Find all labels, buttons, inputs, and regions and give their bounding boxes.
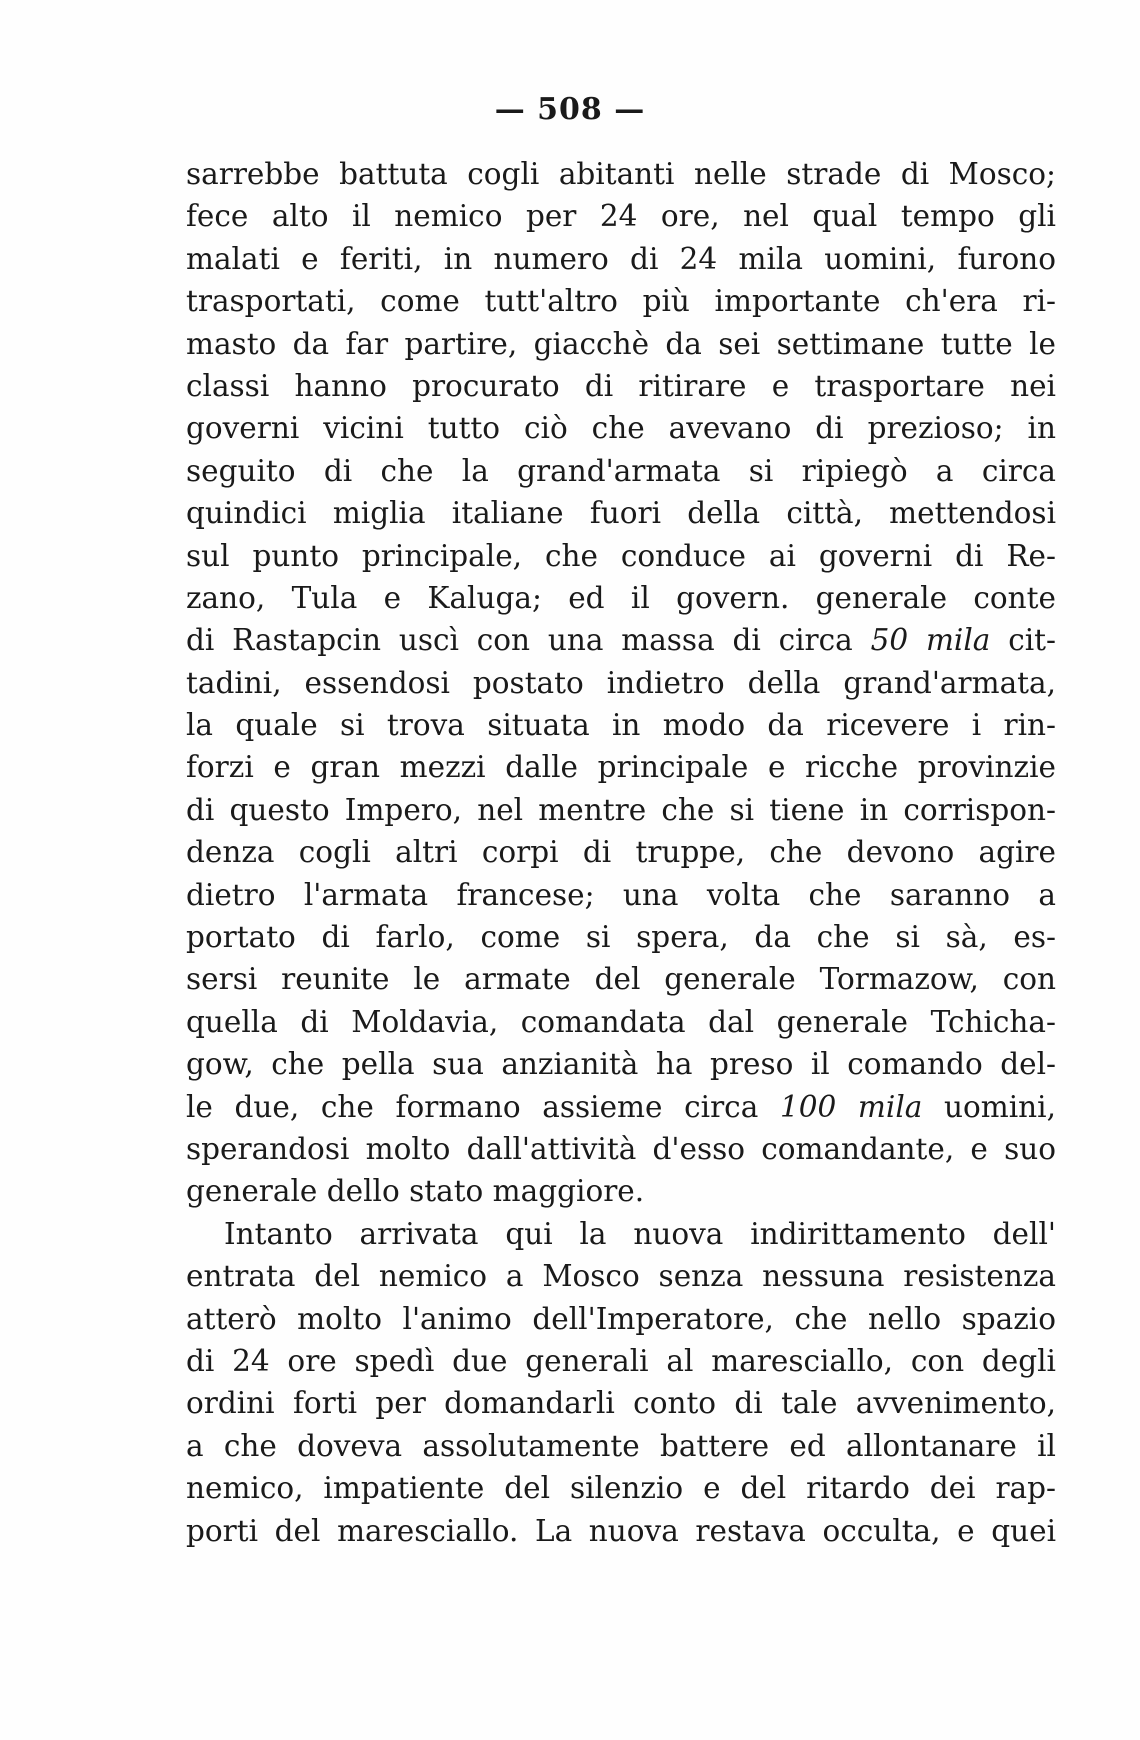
text-line: sperandosi molto dall'attività d'esso comandante, e suo xyxy=(186,1131,1056,1166)
text-line: tadini, essendosi postato indietro della grand'armata, xyxy=(186,665,1056,700)
text-line: dietro l'armata francese; una volta che saranno a xyxy=(186,877,1056,912)
italic-figure: 100 mila xyxy=(779,1089,923,1124)
text-segment: le due, che formano assieme circa xyxy=(186,1089,759,1124)
text-line: fece alto il nemico per 24 ore, nel qual tempo gli xyxy=(186,199,1056,234)
text-line: sarrebbe battuta cogli abitanti nelle strade di Mosco; xyxy=(186,157,1056,191)
text-line: forzi e gran mezzi dalle principale e ricche provinzie xyxy=(186,750,1056,785)
text-line: zano, Tula e Kaluga; ed il govern. generale conte xyxy=(186,580,1056,615)
text-line: generale dello stato maggiore. xyxy=(186,1174,645,1209)
text-line: gow, che pella sua anzianità ha preso il comando del- xyxy=(186,1047,1056,1082)
text-line: quella di Moldavia, comandata dal generale Tchicha- xyxy=(186,1004,1056,1039)
text-line: governi vicini tutto ciò che avevano di prezioso; in xyxy=(186,411,1056,446)
text-line: atterò molto l'animo dell'Imperatore, che nello spazio xyxy=(186,1301,1056,1336)
text-line: sersi reunite le armate del generale Tormazow, con xyxy=(186,962,1056,997)
paragraph-start-line: Intanto arrivata qui la nuova indirittamento dell' xyxy=(224,1216,1056,1251)
text-line: porti del maresciallo. La nuova restava occulta, e quei xyxy=(186,1513,1056,1548)
text-line-with-italic xyxy=(186,619,1056,661)
text-line: classi hanno procurato di ritirare e trasportare nei xyxy=(186,368,1056,403)
text-line: denza cogli altri corpi di truppe, che devono agire xyxy=(186,835,1056,870)
text-segment: di Rastapcin uscì con una massa di circa xyxy=(186,623,853,658)
page-number: — 508 — xyxy=(494,92,646,127)
italic-figure: 50 mila xyxy=(870,623,991,658)
text-line: quindici miglia italiane fuori della città, mettendosi xyxy=(186,496,1056,531)
text-line: malati e feriti, in numero di 24 mila uomini, furono xyxy=(186,241,1056,276)
text-line: ordini forti per domandarli conto di tale avvenimento, xyxy=(186,1386,1056,1421)
text-line: entrata del nemico a Mosco senza nessuna resistenza xyxy=(186,1259,1056,1294)
text-line: di 24 ore spedì due generali al maresciallo, con degli xyxy=(186,1343,1056,1378)
text-line: masto da far partire, giacchè da sei settimane tutte le xyxy=(186,326,1056,361)
text-line: a che doveva assolutamente battere ed allontanare il xyxy=(186,1428,1056,1463)
text-line: sul punto principale, che conduce ai governi di Re- xyxy=(186,538,1056,573)
text-line: trasportati, come tutt'altro più importante ch'era ri- xyxy=(186,284,1056,319)
text-segment: uomini, xyxy=(944,1089,1056,1124)
text-line: seguito di che la grand'armata si ripiegò a circa xyxy=(186,453,1056,488)
text-line-with-italic xyxy=(186,1086,1056,1128)
text-line: di questo Impero, nel mentre che si tiene in corrispon- xyxy=(186,792,1056,827)
text-line: la quale si trova situata in modo da ricevere i rin- xyxy=(186,708,1056,743)
text-line: portato di farlo, come si spera, da che si sà, es- xyxy=(186,920,1056,955)
body-text xyxy=(186,153,1056,1552)
text-segment: cit- xyxy=(1008,623,1056,658)
text-line: nemico, impatiente del silenzio e del ritardo dei rap- xyxy=(186,1471,1056,1506)
